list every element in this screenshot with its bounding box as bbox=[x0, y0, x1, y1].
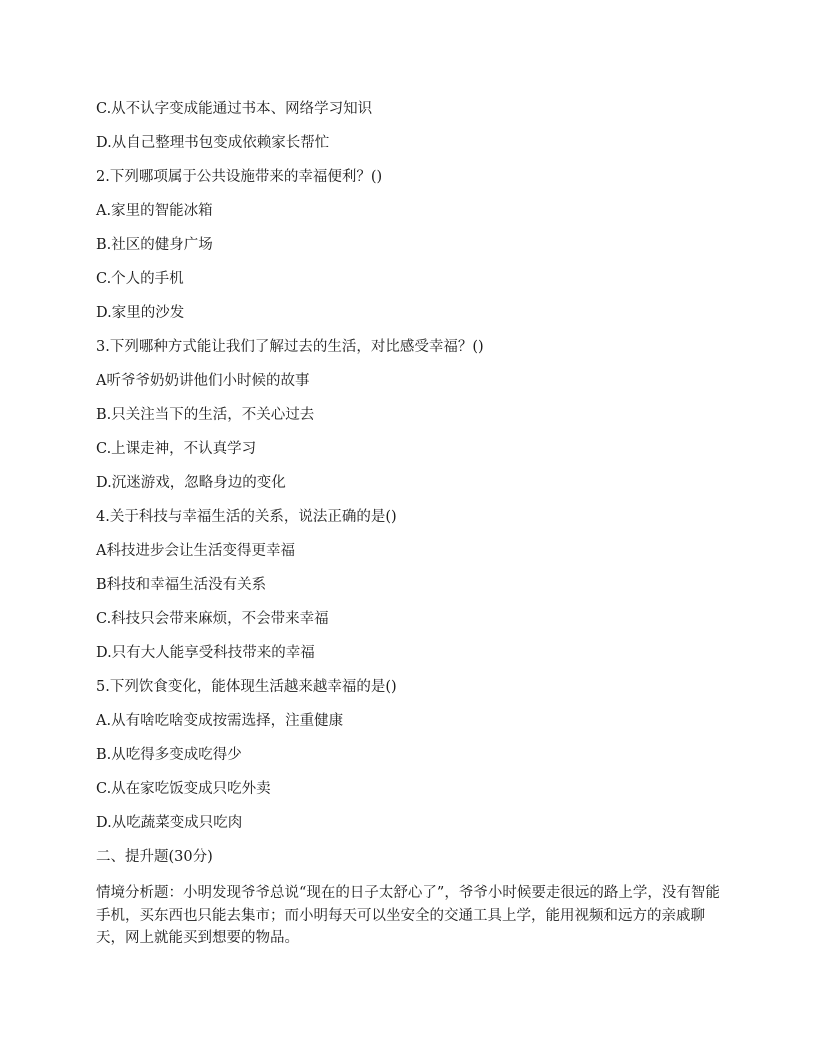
answer-option: D.从吃蔬菜变成只吃肉 bbox=[96, 815, 243, 831]
answer-option: D.沉迷游戏，忽略身边的变化 bbox=[96, 475, 286, 491]
answer-option: A.从有啥吃啥变成按需选择，注重健康 bbox=[96, 713, 344, 729]
section-heading: 二、提升题(30分) bbox=[96, 849, 213, 865]
question-stem: 3.下列哪种方式能让我们了解过去的生活，对比感受幸福？() bbox=[96, 339, 484, 355]
answer-option: C.从在家吃饭变成只吃外卖 bbox=[96, 781, 271, 797]
answer-option: D.从自己整理书包变成依赖家长帮忙 bbox=[96, 135, 330, 151]
answer-option: C.个人的手机 bbox=[96, 271, 184, 287]
answer-option: C.上课走神，不认真学习 bbox=[96, 441, 257, 457]
document-page bbox=[96, 92, 726, 950]
answer-option: D.只有大人能享受科技带来的幸福 bbox=[96, 645, 315, 661]
question-stem: 5.下列饮食变化，能体现生活越来越幸福的是() bbox=[96, 679, 397, 695]
answer-option: B.从吃得多变成吃得少 bbox=[96, 747, 242, 763]
question-stem: 4.关于科技与幸福生活的关系，说法正确的是() bbox=[96, 509, 397, 525]
question-list bbox=[96, 92, 726, 840]
scenario-paragraph: 情境分析题：小明发现爷爷总说“现在的日子太舒心了”，爷爷小时候要走很远的路上学，没有智能手机，买东西也只能去集市；而小明每天可以坐安全的交通工具上学，能用视频和远方的亲戚聊天，网上就能买到想要的物品。 bbox=[96, 885, 720, 946]
answer-option: A.家里的智能冰箱 bbox=[96, 203, 213, 219]
answer-option: A听爷爷奶奶讲他们小时候的故事 bbox=[96, 373, 310, 389]
answer-option: B.社区的健身广场 bbox=[96, 237, 213, 253]
answer-option: B.只关注当下的生活，不关心过去 bbox=[96, 407, 315, 423]
answer-option: D.家里的沙发 bbox=[96, 305, 185, 321]
answer-option: C.从不认字变成能通过书本、网络学习知识 bbox=[96, 101, 373, 117]
answer-option: A科技进步会让生活变得更幸福 bbox=[96, 543, 295, 559]
question-stem: 2.下列哪项属于公共设施带来的幸福便利？() bbox=[96, 169, 383, 185]
answer-option: B科技和幸福生活没有关系 bbox=[96, 577, 267, 593]
answer-option: C.科技只会带来麻烦，不会带来幸福 bbox=[96, 611, 329, 627]
